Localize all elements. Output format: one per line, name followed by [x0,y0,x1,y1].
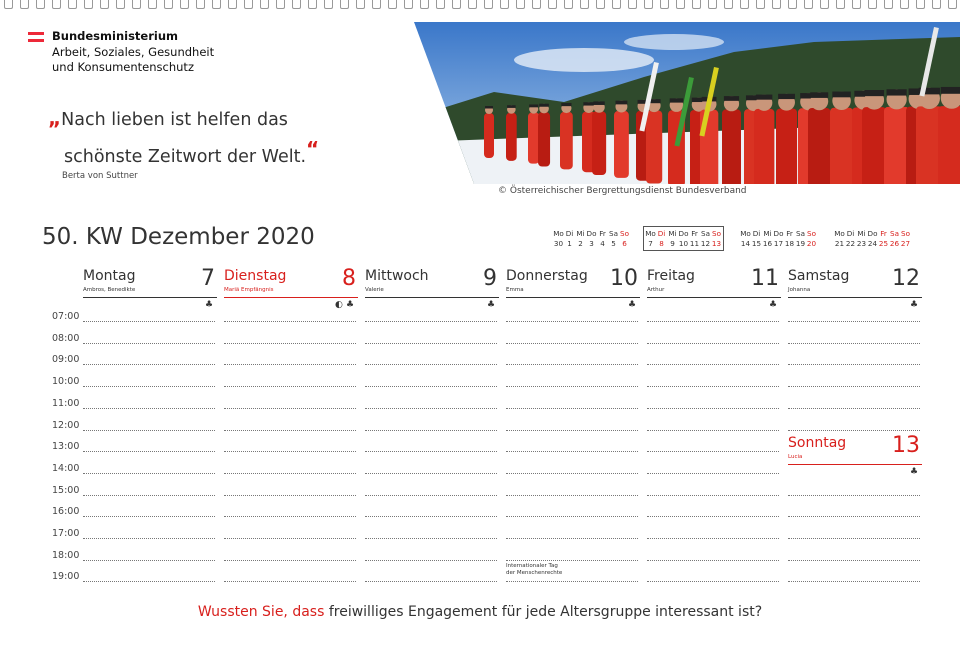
time-label: 19:00 [52,571,80,583]
time-label: 15:00 [52,484,80,496]
binding-ring [580,0,589,9]
rescuer-goggles [778,94,795,99]
mini-calendar-date: 20 [806,239,817,248]
mini-calendar-weekday: Fr [691,229,698,238]
day-saint: Arthur [647,287,665,293]
mini-calendar-date: 27 [900,239,911,248]
time-slot-line [647,343,779,344]
mini-calendar-weekday: Mi [763,229,772,238]
binding-ring [884,0,893,9]
day-saint: Mariä Empfängnis [224,287,274,293]
binding-ring [484,0,493,9]
mini-calendar-date: 10 [678,239,689,248]
time-slot-line [224,321,356,322]
time-label: 13:00 [52,441,80,453]
rescuer-goggles [507,105,516,108]
binding-ring [820,0,829,9]
time-label: 18:00 [52,549,80,561]
time-slot-line [224,495,356,496]
event-note-line-2: der Menschenrechte [506,570,563,577]
binding-ring [340,0,349,9]
mini-calendar-date: 11 [689,239,700,248]
mini-calendar-weekday: Mo [645,229,656,238]
mini-calendar-date: 25 [878,239,889,248]
binding-ring [436,0,445,9]
binding-ring [740,0,749,9]
ministry-line-2: Arbeit, Soziales, Gesundheit [52,44,215,59]
time-slot-line [83,516,215,517]
mini-calendar-weekday: Di [657,229,666,238]
binding-ring [564,0,573,9]
day-number: 12 [892,266,920,291]
time-slot-line [788,538,920,539]
tree-icon: ♣ [346,300,355,310]
quote-line-2: schönste Zeitwort der Welt. [64,147,307,167]
rescuer-goggles [615,101,627,105]
binding-ring [36,0,45,9]
rescuer-figure [754,109,774,184]
quote-close-mark: “ [306,137,320,161]
moon-icon: ◐ [335,300,343,310]
time-label: 10:00 [52,376,80,388]
mini-calendar-week [740,229,817,249]
time-slot-line [788,364,920,365]
rescuer-figure [884,107,909,184]
binding-ring [420,0,429,9]
time-slot-line [224,516,356,517]
rescuer-goggles [670,98,684,102]
tree-icon: ♣ [769,300,778,310]
binding-ring [596,0,605,9]
mini-calendar-date: 30 [553,239,564,248]
event-note [506,563,562,578]
tree-icon: ♣ [205,300,214,310]
time-label: 14:00 [52,462,80,474]
binding-ring [836,0,845,9]
time-slot-line [788,581,920,582]
rescuer-goggles [756,95,772,100]
tree-icon: ♣ [487,300,496,310]
mini-calendar-date: 2 [578,239,583,248]
ministry-name [52,29,372,76]
time-slot-line [365,364,497,365]
rescuer-figure [484,113,494,158]
day-name: Dienstag [224,268,287,284]
time-label: 08:00 [52,332,80,344]
time-slot-line [83,495,215,496]
mini-calendar-week [834,229,911,249]
rescuer-goggles [561,103,571,106]
time-slot-line [83,560,215,561]
rescuer-figure [938,106,960,184]
time-slot-line [647,408,779,409]
time-slot-line [83,538,215,539]
mini-calendar-date: 8 [659,239,664,248]
binding-ring [292,0,301,9]
binding-ring [676,0,685,9]
quote [48,104,408,172]
binding-ring [612,0,621,9]
time-slot-line [506,408,638,409]
mini-calendar-date: 5 [611,239,616,248]
binding-ring [868,0,877,9]
time-slot-line [365,560,497,561]
time-slot-line [83,386,215,387]
time-label: 07:00 [52,311,80,322]
binding-ring [116,0,125,9]
time-slot-line [647,581,779,582]
mini-calendar-weekday: Do [773,229,784,238]
time-slot-line [365,495,497,496]
binding-ring [52,0,61,9]
mini-calendar-weekday: Sa [890,229,899,238]
time-slot-line [224,343,356,344]
rescuer-goggles [583,102,594,105]
time-slot-line [83,321,215,322]
mini-calendar-weekday: Mi [576,229,585,238]
time-slot-line [788,560,920,561]
day-name: Freitag [647,268,695,284]
rescuer-figure [776,109,797,184]
time-slot-line [83,581,215,582]
week-title: 50. KW Dezember 2020 [42,224,315,250]
mini-calendar-weekday: Sa [796,229,805,238]
binding-ring [228,0,237,9]
binding-ring [948,0,957,9]
mini-calendar-date: 1 [567,239,572,248]
mini-calendar-weekday: Fr [786,229,793,238]
footer-text: freiwilliges Engagement für jede Altersgruppe interessant ist? [324,604,763,620]
mini-calendar-weekday: Mo [740,229,751,238]
rescuer-goggles [864,90,884,96]
day-name: Montag [83,268,136,284]
binding-ring [132,0,141,9]
time-slot-line [83,473,215,474]
rescuer-figure [722,109,741,184]
mini-calendar-weekday: So [712,229,721,238]
binding-ring [164,0,173,9]
footer-question [0,604,960,620]
time-slot-line [224,430,356,431]
day-saint: Johanna [788,287,811,293]
mini-calendar-weekday: Do [678,229,689,238]
time-slot-line [788,386,920,387]
day-header [83,266,217,298]
binding-ring [660,0,669,9]
time-slot-line [647,495,779,496]
binding-ring [532,0,541,9]
binding-ring [772,0,781,9]
binding-ring [84,0,93,9]
mini-calendar-date: 7 [648,239,653,248]
mini-calendar-weekday: Do [586,229,597,238]
time-label: 16:00 [52,506,80,518]
binding-ring [756,0,765,9]
mini-calendar-date: 16 [762,239,773,248]
binding-ring [852,0,861,9]
binding-ring [356,0,365,9]
binding-ring [628,0,637,9]
time-slot-line [788,408,920,409]
time-slot-line [647,473,779,474]
tree-icon: ♣ [910,300,919,310]
spiral-binding [0,0,960,10]
time-slot-line [365,473,497,474]
binding-ring [388,0,397,9]
time-label: 12:00 [52,419,80,431]
time-slot-line [788,321,920,322]
time-slot-line [224,538,356,539]
time-slot-line [788,516,920,517]
time-slot-line [506,538,638,539]
mini-calendar-weekday: Di [752,229,761,238]
mini-calendar-weekday: Sa [701,229,710,238]
time-slot-line [83,343,215,344]
time-slot-line [647,430,779,431]
time-slot-line [647,364,779,365]
binding-ring [900,0,909,9]
mountain-rescue-photo [414,22,960,184]
footer-highlight: Wussten Sie, dass [197,604,325,620]
mini-calendar-weekday: Di [846,229,855,238]
time-slot-line [647,560,779,561]
binding-ring [932,0,941,9]
rescuer-goggles [529,104,538,107]
time-slot-line [647,321,779,322]
mini-calendar-date: 3 [589,239,594,248]
rescuer-figure [506,113,517,161]
time-label: 09:00 [52,354,80,366]
binding-ring [516,0,525,9]
time-slot-line [224,408,356,409]
time-slot-line [224,473,356,474]
rescuer-goggles [941,87,960,94]
time-slot-line [224,581,356,582]
binding-ring [4,0,13,9]
binding-ring [100,0,109,9]
time-slot-line [83,430,215,431]
mini-calendar-date: 13 [711,239,722,248]
day-saint: Valerie [365,287,384,293]
mini-calendar-weekday: Sa [609,229,618,238]
mini-calendar-weekday: Fr [599,229,606,238]
time-slot-line [365,408,497,409]
mini-calendar-date: 9 [670,239,675,248]
time-label: 11:00 [52,397,80,409]
rescuer-figure [862,107,887,184]
quote-line-1: Nach lieben ist helfen das [61,110,288,130]
binding-ring [644,0,653,9]
binding-ring [708,0,717,9]
binding-ring [548,0,557,9]
time-slot-line [365,516,497,517]
rescuer-figure [808,108,830,184]
day-header [788,433,922,465]
photo-credit: © Österreichischer Bergrettungsdienst Bundesverband [498,186,747,196]
mini-calendar-weekday: Di [565,229,574,238]
mini-calendar-date: 17 [773,239,784,248]
time-slot-line [224,560,356,561]
time-slot-line [506,386,638,387]
binding-ring [324,0,333,9]
event-note-line-1: Internationaler Tag [506,562,558,569]
mini-calendar-date: 19 [795,239,806,248]
rescuer-goggles [887,89,907,95]
binding-ring [468,0,477,9]
time-slot-line [506,560,638,561]
mini-calendar-date: 4 [600,239,605,248]
time-slot-line [647,516,779,517]
mini-calendar-weekday: So [807,229,816,238]
time-slot-line [647,386,779,387]
time-slot-line [788,343,920,344]
rescuer-goggles [593,101,604,105]
mini-calendar-date: 6 [622,239,627,248]
time-slot-line [647,451,779,452]
time-slot-line [788,495,920,496]
binding-ring [20,0,29,9]
quote-open-mark: „ [48,106,62,130]
rescuer-figure [592,111,606,175]
binding-ring [452,0,461,9]
time-slot-line [224,386,356,387]
quote-author: Berta von Suttner [62,171,138,181]
mini-calendar-week [553,229,630,249]
time-slot-line [647,538,779,539]
day-number: 8 [342,266,356,291]
rescuer-figure [646,111,662,184]
time-slot-line [788,430,920,431]
day-number: 10 [610,266,638,291]
rescuer-goggles [724,96,739,101]
time-slot-line [506,321,638,322]
mini-calendar-date: 24 [867,239,878,248]
rescuer-figure [528,112,539,163]
time-slot-line [365,386,497,387]
binding-ring [212,0,221,9]
binding-ring [724,0,733,9]
tree-icon: ♣ [628,300,637,310]
time-slot-line [506,343,638,344]
day-header [647,266,781,298]
time-label: 17:00 [52,528,80,539]
rescuer-figure [614,111,629,178]
day-saint: Lucia [788,454,803,461]
day-number: 7 [201,266,215,291]
time-slot-line [506,451,638,452]
day-name: Sonntag [788,435,847,452]
time-slot-line [365,451,497,452]
rescuer-figure [830,108,853,184]
time-slot-line [365,538,497,539]
day-header [506,266,640,298]
day-name: Donnerstag [506,268,588,284]
mini-calendar-weekday: So [620,229,629,238]
mini-calendar-weekday: Mo [553,229,564,238]
binding-ring [692,0,701,9]
mini-calendar-date: 14 [740,239,751,248]
day-saint: Emma [506,287,524,293]
rescuer-figure [538,112,550,166]
time-slot-line [365,581,497,582]
binding-ring [276,0,285,9]
day-name: Samstag [788,268,850,284]
ministry-line-3: und Konsumentenschutz [52,60,194,74]
binding-ring [788,0,797,9]
time-slot-line [83,408,215,409]
time-slot-line [506,516,638,517]
time-slot-line [506,364,638,365]
day-header [788,266,922,298]
rescuer-goggles [832,92,851,98]
binding-ring [404,0,413,9]
binding-ring [244,0,253,9]
mini-calendar-date: 12 [700,239,711,248]
mini-calendar-date: 18 [784,239,795,248]
time-slot-line [365,321,497,322]
time-slot-line [365,430,497,431]
binding-ring [260,0,269,9]
day-saint: Ambros, Benedikte [83,287,136,293]
binding-ring [372,0,381,9]
mini-calendar-date: 15 [751,239,762,248]
mini-calendar-weekday: Do [867,229,878,238]
mini-calendar-weekday: Mo [834,229,845,238]
binding-ring [916,0,925,9]
mini-calendar-date: 21 [834,239,845,248]
mini-calendar-weekday: Mi [668,229,677,238]
time-slot-line [506,581,638,582]
binding-ring [180,0,189,9]
time-slot-line [83,451,215,452]
mini-calendar-weekday: So [901,229,910,238]
rescuer-goggles [485,106,493,109]
time-slot-line [506,495,638,496]
time-slot-line [83,364,215,365]
day-number: 9 [483,266,497,291]
mini-calendar-current-week [643,226,724,251]
day-name: Mittwoch [365,268,429,284]
binding-ring [308,0,317,9]
rescuer-figure [560,112,573,169]
binding-ring [804,0,813,9]
time-slot-line [506,430,638,431]
day-header [365,266,499,298]
rescuer-goggles [810,92,828,98]
time-slot-line [224,451,356,452]
day-number: 13 [892,433,920,459]
ministry-line-1: Bundesministerium [52,29,178,43]
mini-calendar-date: 26 [889,239,900,248]
time-slot-line [365,343,497,344]
binding-ring [500,0,509,9]
time-slot-line [224,364,356,365]
mini-calendar-weekday: Fr [880,229,887,238]
mini-calendar-date: 23 [856,239,867,248]
mini-calendar-weekday: Mi [857,229,866,238]
day-header [224,266,358,298]
day-number: 11 [751,266,779,291]
binding-ring [148,0,157,9]
binding-ring [68,0,77,9]
tree-icon: ♣ [910,467,919,478]
time-slot-line [506,473,638,474]
mini-calendar-date: 22 [845,239,856,248]
rescuer-goggles [539,104,549,107]
binding-ring [196,0,205,9]
